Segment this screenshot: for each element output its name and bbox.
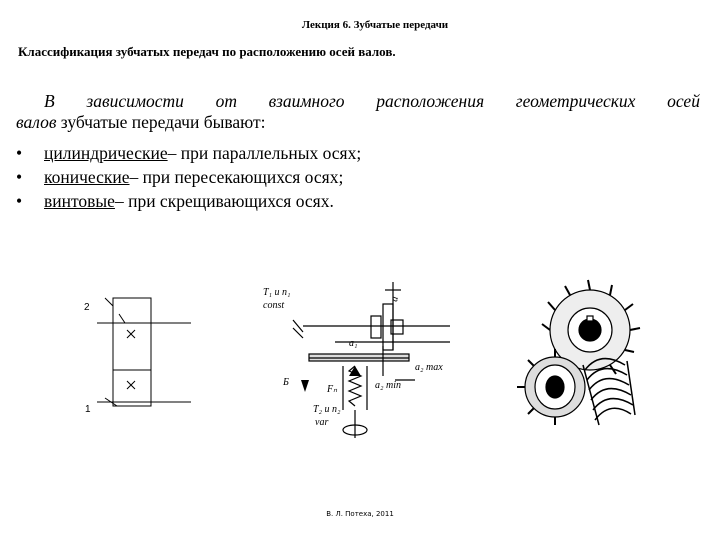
list-term: винтовые [44,191,115,211]
label-a1: a₁ [349,338,358,349]
schematic-label-2: 2 [84,302,90,313]
list-text: – при параллельных осях; [167,143,362,163]
gear-pair-schematic [75,290,195,420]
list-item [16,165,361,189]
label-a2min: a₂ min [375,380,401,391]
gear-type-list [16,141,361,213]
lecture-header: Лекция 6. Зубчатые передачи [301,19,449,31]
crossed-helical-gears-icon [517,280,640,425]
intro-word: геометрических [515,91,636,111]
intro-line2-italic: валов [16,112,57,132]
intro-line-1 [16,91,700,112]
label-b: Б [283,377,289,388]
intro-word: взаимного [268,91,345,111]
arrow-icon [349,366,361,376]
helical-gears-image [515,275,655,435]
arrow-icon [301,380,309,392]
footer-author: В. Л. Потеха, 2011 [326,510,394,518]
bullet-marker: • [16,143,23,163]
intro-word: зависимости [86,91,184,111]
intro-word: расположения [376,91,485,111]
intro-word: В [44,91,55,111]
intro-word: осей [667,91,700,111]
list-item [16,141,361,165]
label-a: a [389,295,401,303]
label-a2max: a₂ max [415,362,443,373]
schematic-cross-icon [127,330,135,389]
label-fn: Fₙ [327,384,338,395]
schematic-label-1: 1 [85,404,91,415]
list-text: – при пересекающихся осях; [129,167,344,187]
list-term: цилиндрические [44,143,168,163]
label-const: const [263,300,285,311]
list-text: – при скрещивающихся осях. [114,191,334,211]
intro-paragraph [16,91,700,133]
bullet-marker: • [16,191,23,211]
label-t1: T₁ и n₁ [263,287,291,298]
label-var: var [315,417,329,428]
intro-word: от [215,91,237,111]
bullet-marker: • [16,167,23,187]
intro-line-2 [16,112,700,133]
label-t2: T₂ и n₂ [313,404,341,415]
list-term: конические [44,167,130,187]
variable-center-distance-diagram [245,280,475,440]
section-subtitle: Классификация зубчатых передач по расположению осей валов. [18,44,396,59]
list-item [16,189,361,213]
intro-line2-rest: зубчатые передачи бывают: [56,112,266,132]
